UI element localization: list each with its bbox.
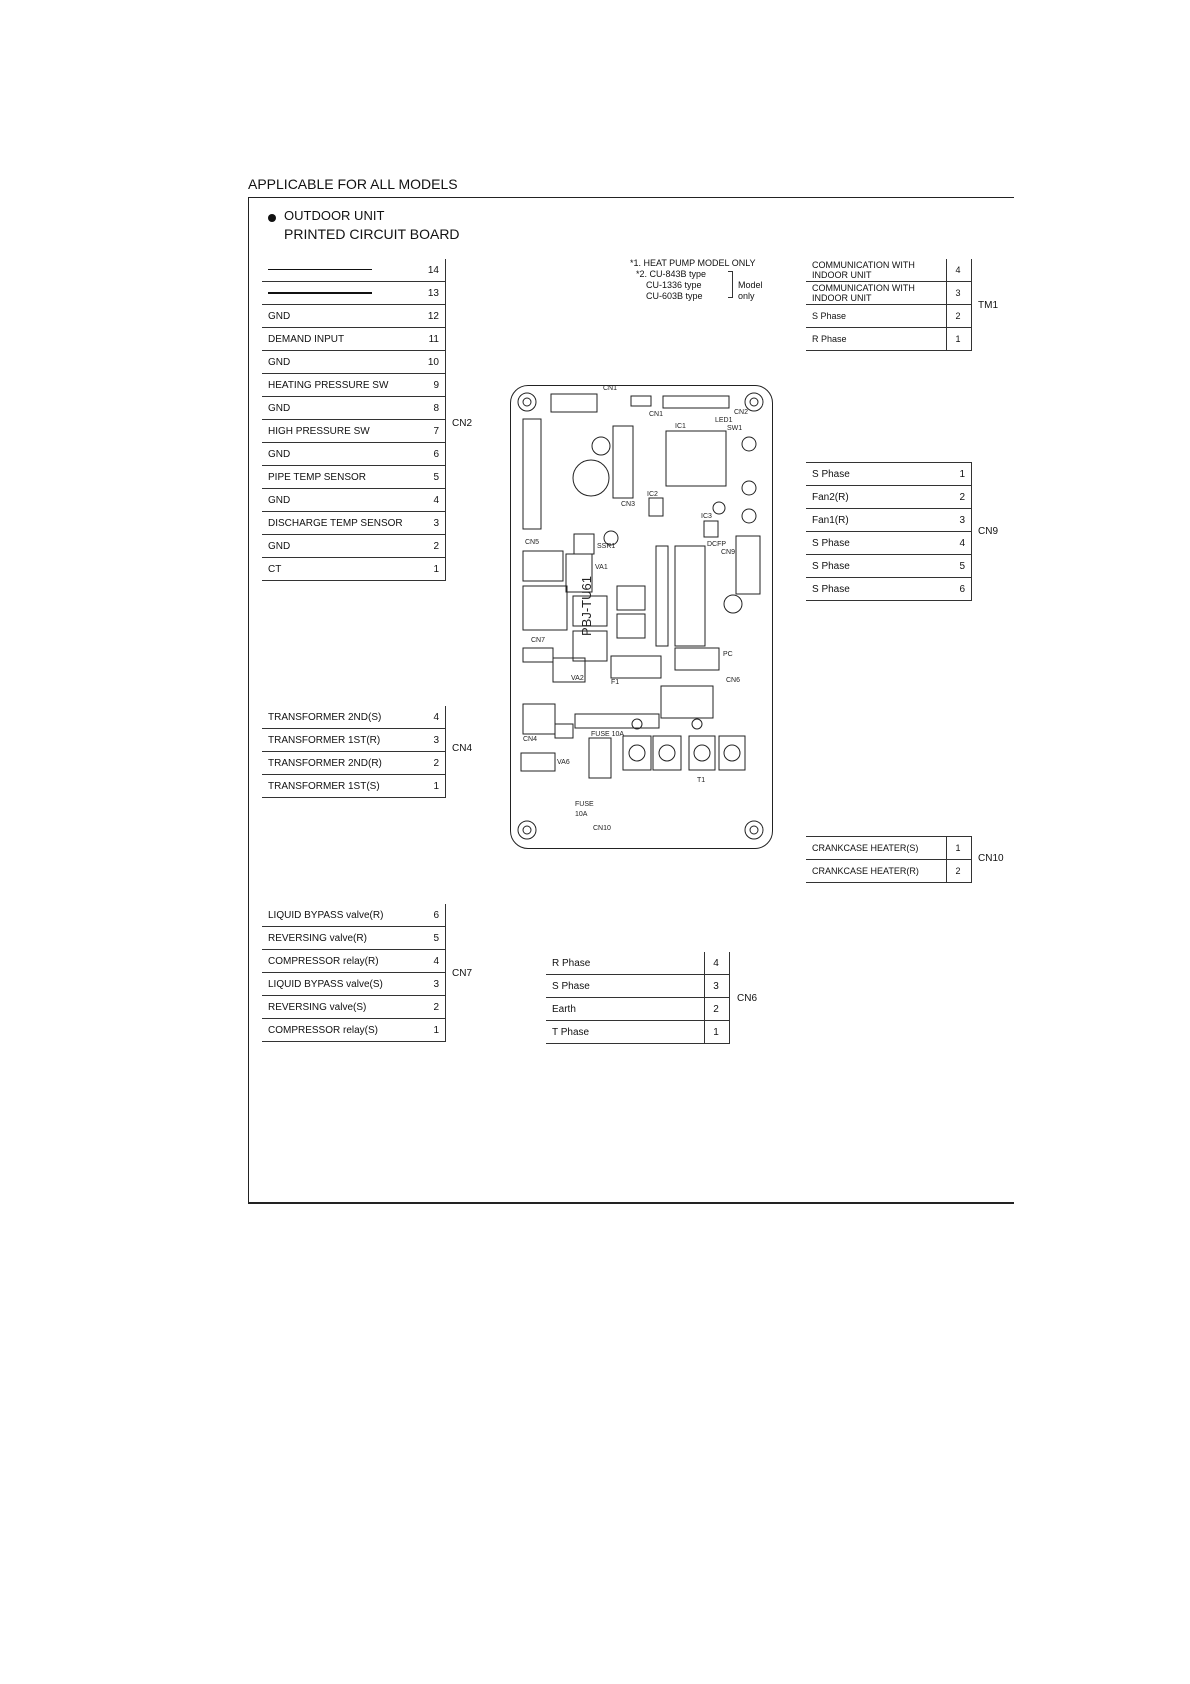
terminal-tm1-4 (719, 736, 745, 770)
cn6-row (546, 998, 730, 1021)
cn4-signal: TRANSFORMER 1ST(R) (262, 729, 421, 752)
cn2-signal: GND (262, 397, 421, 420)
wire-line-thick (268, 292, 372, 294)
cn9-pin: 5 (947, 555, 972, 578)
mounting-hole (518, 393, 536, 411)
cn2-pin: 5 (421, 466, 446, 489)
varistor-va5 (675, 648, 719, 670)
varistor-va3 (523, 648, 553, 662)
cn4-pin: 4 (421, 706, 446, 729)
pcb-label-cn7: CN7 (531, 637, 546, 644)
switch-sw2 (742, 481, 756, 495)
tm1-pin: 4 (947, 259, 972, 282)
cn7-row (262, 904, 446, 927)
note-brace (728, 271, 733, 298)
cn2-pin: 3 (421, 512, 446, 535)
tm1-row (806, 259, 972, 282)
cn6-label: CN6 (737, 993, 758, 1004)
connector-cn1 (551, 394, 597, 412)
cn9-signal: S Phase (806, 532, 947, 555)
screw (724, 745, 740, 761)
applicable-heading: APPLICABLE FOR ALL MODELS (248, 176, 458, 192)
connector-small (631, 396, 651, 406)
pcb-label-va1: VA1 (595, 564, 608, 571)
tm1-signal: COMMUNICATION WITH INDOOR UNIT (806, 282, 947, 305)
cn7-label: CN7 (452, 968, 473, 979)
cn9-row (806, 578, 972, 601)
connector-cn3 (613, 426, 633, 498)
pcb-label-cn3: CN3 (621, 501, 636, 508)
cn9-signal: S Phase (806, 578, 947, 601)
note-2a: *2. CU-843B type (636, 269, 707, 279)
mounting-hole (745, 821, 763, 839)
cn7-pin: 1 (421, 1019, 446, 1042)
pcb-board (510, 385, 773, 849)
ssr-ssr2 (617, 586, 645, 610)
pcb-layout-drawing (511, 386, 772, 848)
subsection-title: PRINTED CIRCUIT BOARD (284, 226, 460, 242)
frame-left-border (248, 197, 249, 1203)
pcb-label: CN1 (603, 386, 618, 392)
pcb-label-cn1: CN1 (649, 411, 664, 418)
cn10-row (806, 837, 972, 860)
note-2b: CU-1336 type (646, 280, 702, 290)
cn2-signal: GND (262, 305, 421, 328)
cn7-pin: 2 (421, 996, 446, 1019)
cn9-pin: 1 (947, 463, 972, 486)
cn2-signal: GND (262, 351, 421, 374)
cn4-signal: TRANSFORMER 2ND(S) (262, 706, 421, 729)
cn7-row (262, 1019, 446, 1042)
pcb-label-t1: T1 (697, 777, 706, 784)
connector-cn6 (661, 686, 713, 718)
cn2-pin: 14 (421, 259, 446, 282)
cn2-row (262, 374, 446, 397)
connector-cn5 (523, 551, 563, 581)
cn2-pin: 12 (421, 305, 446, 328)
cn7-pin: 5 (421, 927, 446, 950)
cn9-pin: 4 (947, 532, 972, 555)
tm1-pin: 3 (947, 282, 972, 305)
connector-cn2-top (663, 396, 729, 408)
cn6-signal: S Phase (546, 975, 705, 998)
cn7-pin-table (262, 904, 446, 1042)
cn6-row (546, 952, 730, 975)
pcb-label-pc: PC (723, 651, 733, 658)
cn9-row (806, 463, 972, 486)
cn4-signal: TRANSFORMER 1ST(S) (262, 775, 421, 798)
cn9-pin: 6 (947, 578, 972, 601)
mounting-hole-inner (750, 826, 758, 834)
cn2-row (262, 305, 446, 328)
cn2-row (262, 512, 446, 535)
cn2-row (262, 558, 446, 581)
tm1-signal: S Phase (806, 305, 947, 328)
cn2-pin: 8 (421, 397, 446, 420)
screw (659, 745, 675, 761)
cn9-label: CN9 (978, 526, 999, 537)
cn9-signal: S Phase (806, 555, 947, 578)
cn4-signal: TRANSFORMER 2ND(R) (262, 752, 421, 775)
model-notes (630, 258, 763, 302)
cn7-signal: COMPRESSOR relay(R) (262, 950, 421, 973)
cn2-pin: 10 (421, 351, 446, 374)
cn2-row (262, 282, 446, 305)
cn4-row (262, 729, 446, 752)
capacitor-small (592, 437, 610, 455)
wire-line-thin (268, 269, 372, 270)
pcb-label-cn2: CN2 (734, 409, 749, 416)
tm1-signal: R Phase (806, 328, 947, 351)
connector-cn4 (523, 704, 555, 734)
mounting-hole-inner (750, 398, 758, 406)
cn2-pin: 6 (421, 443, 446, 466)
cn6-row (546, 975, 730, 998)
switch-sw3 (742, 509, 756, 523)
pcb-label-ic1: IC1 (675, 423, 686, 430)
resistor-array (656, 546, 668, 646)
pcb-label-cn4: CN4 (523, 736, 538, 743)
fuse-f2 (575, 714, 659, 728)
ic-dcfp (675, 546, 705, 646)
pcb-label-dcfp: DCFP (707, 541, 727, 548)
cn4-pin: 1 (421, 775, 446, 798)
varistor-va6 (521, 753, 555, 771)
tm1-row (806, 328, 972, 351)
cn2-pin: 9 (421, 374, 446, 397)
connector-cn9 (736, 536, 760, 594)
ssr-ssr1 (574, 534, 594, 554)
cn6-pin: 3 (705, 975, 730, 998)
pcb-label-f1: F1 (611, 679, 620, 686)
cn2-pin: 4 (421, 489, 446, 512)
tm1-row (806, 305, 972, 328)
frame-bottom-border (248, 1202, 1014, 1204)
cn2-row (262, 535, 446, 558)
terminal-tm1-3 (689, 736, 715, 770)
varistor-va4 (611, 656, 661, 678)
cn7-row (262, 950, 446, 973)
tm1-label: TM1 (978, 300, 998, 311)
pcb-label-sw1: SW1 (727, 425, 743, 432)
cn10-signal: CRANKCASE HEATER(S) (806, 837, 947, 860)
cn10-pin-table (806, 836, 972, 883)
screw (694, 745, 710, 761)
cn2-pin-table (262, 259, 446, 581)
cn6-signal: T Phase (546, 1021, 705, 1044)
cn2-row (262, 420, 446, 443)
mounting-hole (518, 821, 536, 839)
cn2-label: CN2 (452, 418, 473, 429)
cn7-pin: 3 (421, 973, 446, 996)
cn10-row (806, 860, 972, 883)
cn9-pin: 2 (947, 486, 972, 509)
cn2-signal: GND (262, 535, 421, 558)
cn10-signal: CRANKCASE HEATER(R) (806, 860, 947, 883)
pcb-label-cn5: CN5 (525, 539, 540, 546)
capacitor (573, 460, 609, 496)
pcb-label-ic2: IC2 (647, 491, 658, 498)
cn2-pin: 11 (421, 328, 446, 351)
pcb-board-name: PBJ-TU61 (579, 576, 594, 636)
cn4-row (262, 752, 446, 775)
ic-ic1 (666, 431, 726, 486)
cn2-pin: 7 (421, 420, 446, 443)
cn2-pin: 13 (421, 282, 446, 305)
note-2c: CU-603B type (646, 291, 703, 301)
tm1-row (806, 282, 972, 305)
transformer-t1 (555, 724, 573, 738)
tm1-pin: 2 (947, 305, 972, 328)
cn9-signal: Fan2(R) (806, 486, 947, 509)
cn10-label: CN10 (978, 853, 1004, 864)
cn7-pin: 6 (421, 904, 446, 927)
cn2-row (262, 443, 446, 466)
mounting-hole-inner (523, 398, 531, 406)
cn7-signal: LIQUID BYPASS valve(R) (262, 904, 421, 927)
pcb-label-ic3: IC3 (701, 513, 712, 520)
cn7-signal: REVERSING valve(S) (262, 996, 421, 1019)
capacitor (724, 595, 742, 613)
cn2-row (262, 466, 446, 489)
pcb-label-ssr1: SSR1 (597, 543, 616, 550)
cn6-row (546, 1021, 730, 1044)
cn2-row (262, 489, 446, 512)
cn2-signal: HEATING PRESSURE SW (262, 374, 421, 397)
cn9-pin-table (806, 462, 972, 601)
cn9-signal: S Phase (806, 463, 947, 486)
cn7-signal: COMPRESSOR relay(S) (262, 1019, 421, 1042)
cn2-row (262, 328, 446, 351)
cn7-row (262, 973, 446, 996)
switch-sw (713, 502, 725, 514)
ic-ic3 (704, 521, 718, 537)
cn2-signal: CT (262, 558, 421, 581)
mounting-hole-inner (523, 826, 531, 834)
cn4-label: CN4 (452, 743, 473, 754)
cn9-row (806, 509, 972, 532)
bullet-icon (268, 214, 276, 222)
cn10-pin: 1 (947, 837, 972, 860)
capacitor-small (692, 719, 702, 729)
tm1-pin: 1 (947, 328, 972, 351)
section-title: OUTDOOR UNIT (284, 208, 385, 223)
cn6-pin-table (546, 952, 730, 1044)
cn2-signal: DEMAND INPUT (262, 328, 421, 351)
cn9-row (806, 486, 972, 509)
cn9-pin: 3 (947, 509, 972, 532)
connector-cn7 (523, 586, 567, 630)
ssr-ssr3 (617, 614, 645, 638)
cn4-pin-table (262, 706, 446, 798)
cn7-signal: REVERSING valve(R) (262, 927, 421, 950)
screw (629, 745, 645, 761)
pcb-label-va2: VA2 (571, 675, 584, 682)
cn6-signal: R Phase (546, 952, 705, 975)
cn2-signal: DISCHARGE TEMP SENSOR (262, 512, 421, 535)
cn2-signal: GND (262, 489, 421, 512)
cn2-row (262, 259, 446, 282)
pcb-fuse2-label: FUSE 10A (591, 731, 625, 738)
connector-cn10 (589, 738, 611, 778)
cn2-signal: GND (262, 443, 421, 466)
cn2-signal: PIPE TEMP SENSOR (262, 466, 421, 489)
cn7-row (262, 927, 446, 950)
cn4-row (262, 706, 446, 729)
pcb-label-cn10: CN10 (593, 825, 611, 832)
terminal-tm1-2 (653, 736, 681, 770)
cn6-pin: 1 (705, 1021, 730, 1044)
cn2-row (262, 397, 446, 420)
frame-top-border (248, 197, 1014, 198)
pcb-label-led1: LED1 (715, 417, 733, 424)
cn7-row (262, 996, 446, 1019)
cn7-signal: LIQUID BYPASS valve(S) (262, 973, 421, 996)
cn2-signal: HIGH PRESSURE SW (262, 420, 421, 443)
cn9-row (806, 555, 972, 578)
tm1-signal: COMMUNICATION WITH INDOOR UNIT (806, 259, 947, 282)
pcb-fuse-rating: 10A (575, 811, 588, 818)
note-1: *1. HEAT PUMP MODEL ONLY (630, 258, 756, 268)
cn4-row (262, 775, 446, 798)
terminal-tm1-1 (623, 736, 651, 770)
pcb-label-cn9: CN9 (721, 549, 736, 556)
cn9-row (806, 532, 972, 555)
cn2-pin: 2 (421, 535, 446, 558)
cn9-signal: Fan1(R) (806, 509, 947, 532)
cn6-pin: 4 (705, 952, 730, 975)
cn10-pin: 2 (947, 860, 972, 883)
model-only-note: Model only (738, 280, 763, 301)
pcb-label-va6: VA6 (557, 759, 570, 766)
tm1-pin-table (806, 259, 972, 351)
cn4-pin: 2 (421, 752, 446, 775)
pcb-fuse-label: FUSE (575, 801, 594, 808)
cn6-signal: Earth (546, 998, 705, 1021)
connector-cn2 (523, 419, 541, 529)
pcb-label-cn6: CN6 (726, 677, 741, 684)
cn2-pin: 1 (421, 558, 446, 581)
cn6-pin: 2 (705, 998, 730, 1021)
cn4-pin: 3 (421, 729, 446, 752)
cn2-row (262, 351, 446, 374)
led (742, 437, 756, 451)
ic-ic2 (649, 498, 663, 516)
cn7-pin: 4 (421, 950, 446, 973)
